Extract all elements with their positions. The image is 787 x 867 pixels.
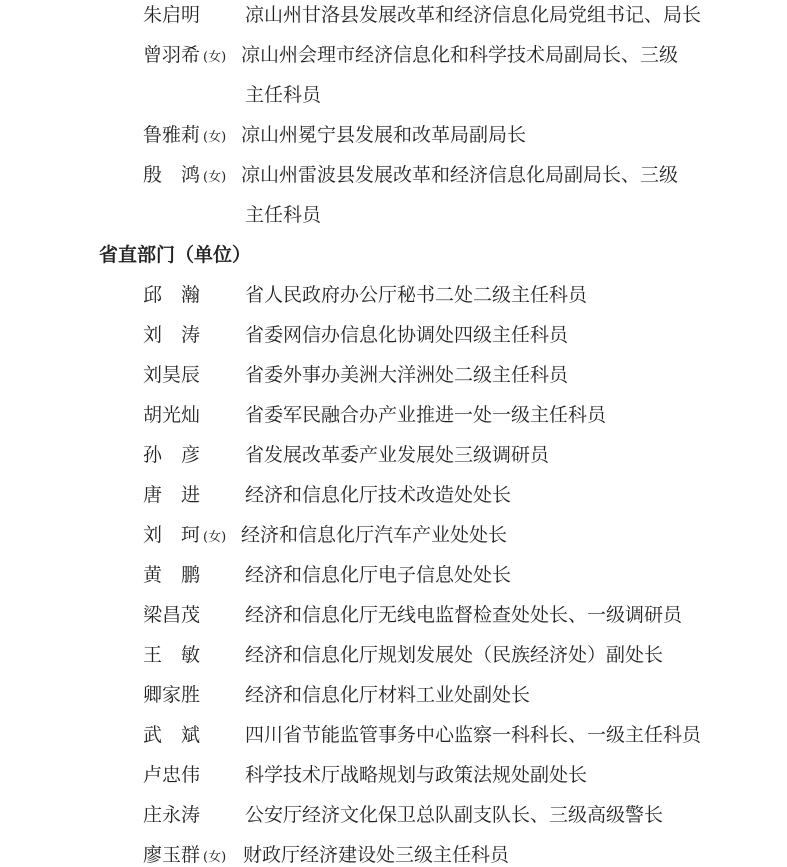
person-title: 公安厅经济文化保卫总队副支队长、三级高级警长 bbox=[245, 804, 664, 826]
person-name: 卢忠伟 bbox=[143, 764, 201, 786]
person-title: 凉山州会理市经济信息化和科学技术局副局长、三级 bbox=[241, 44, 679, 66]
list-item bbox=[0, 681, 787, 721]
person-title: 省发展改革委产业发展处三级调研员 bbox=[245, 444, 550, 466]
person-title: 科学技术厅战略规划与政策法规处副处长 bbox=[245, 764, 588, 786]
list-item bbox=[0, 361, 787, 401]
list-item bbox=[0, 481, 787, 521]
list-item bbox=[0, 521, 787, 561]
person-title-continued: 主任科员 bbox=[245, 84, 322, 106]
list-item bbox=[0, 321, 787, 361]
person-name: 黄 鹏 bbox=[143, 564, 201, 586]
list-item bbox=[0, 121, 787, 161]
person-name: 廖玉群 (女) bbox=[143, 844, 227, 866]
person-title: 四川省节能监管事务中心监察一科科长、一级主任科员 bbox=[245, 724, 702, 746]
person-name: 邱 瀚 bbox=[143, 284, 201, 306]
person-name: 胡光灿 bbox=[143, 404, 201, 426]
person-title: 省委外事办美洲大洋洲处二级主任科员 bbox=[245, 364, 569, 386]
person-title: 经济和信息化厅技术改造处处长 bbox=[245, 484, 512, 506]
person-name: 刘 珂 (女) bbox=[143, 524, 227, 546]
person-name: 曾羽希 (女) bbox=[143, 44, 227, 66]
person-title: 凉山州雷波县发展改革和经济信息化局副局长、三级 bbox=[241, 164, 679, 186]
list-item bbox=[0, 1, 787, 41]
person-title: 财政厅经济建设处三级主任科员 bbox=[243, 844, 510, 866]
person-title: 凉山州冕宁县发展和改革局副局长 bbox=[241, 124, 527, 146]
person-name: 梁昌茂 bbox=[143, 604, 201, 626]
list-item bbox=[0, 161, 787, 201]
list-item bbox=[0, 721, 787, 761]
person-name: 卿家胜 bbox=[143, 684, 201, 706]
person-name: 刘昊辰 bbox=[143, 364, 201, 386]
person-name: 鲁雅莉 (女) bbox=[143, 124, 227, 146]
list-item bbox=[0, 401, 787, 441]
section-heading: 省直部门（单位） bbox=[99, 244, 252, 266]
list-item bbox=[0, 41, 787, 81]
person-title: 经济和信息化厅材料工业处副处长 bbox=[245, 684, 531, 706]
list-item bbox=[0, 601, 787, 641]
list-item bbox=[0, 441, 787, 481]
person-name: 唐 进 bbox=[143, 484, 201, 506]
gender-note: (女) bbox=[203, 130, 227, 145]
gender-note: (女) bbox=[203, 170, 227, 185]
person-name: 王 敏 bbox=[143, 644, 201, 666]
person-title: 经济和信息化厅规划发展处（民族经济处）副处长 bbox=[245, 644, 664, 666]
person-name: 孙 彦 bbox=[143, 444, 201, 466]
person-title: 经济和信息化厅无线电监督检查处处长、一级调研员 bbox=[245, 604, 683, 626]
person-title-continued: 主任科员 bbox=[245, 204, 322, 226]
person-name: 庄永涛 bbox=[143, 804, 201, 826]
list-item bbox=[0, 801, 787, 841]
list-item bbox=[0, 641, 787, 681]
person-title: 经济和信息化厅汽车产业处处长 bbox=[241, 524, 508, 546]
person-name: 殷 鸿 (女) bbox=[143, 164, 227, 186]
list-item bbox=[0, 841, 787, 867]
person-title: 省委网信办信息化协调处四级主任科员 bbox=[245, 324, 569, 346]
list-item bbox=[0, 761, 787, 801]
person-title: 省委军民融合办产业推进一处一级主任科员 bbox=[245, 404, 607, 426]
list-item bbox=[0, 561, 787, 601]
person-title: 省人民政府办公厅秘书二处二级主任科员 bbox=[245, 284, 588, 306]
person-name: 武 斌 bbox=[143, 724, 201, 746]
gender-note: (女) bbox=[203, 530, 227, 545]
gender-note: (女) bbox=[203, 850, 227, 865]
person-name: 刘 涛 bbox=[143, 324, 201, 346]
list-item bbox=[0, 281, 787, 321]
person-name: 朱启明 bbox=[143, 4, 201, 26]
person-title: 经济和信息化厅电子信息处处长 bbox=[245, 564, 512, 586]
person-title: 凉山州甘洛县发展改革和经济信息化局党组书记、局长 bbox=[245, 4, 702, 26]
gender-note: (女) bbox=[203, 50, 227, 65]
